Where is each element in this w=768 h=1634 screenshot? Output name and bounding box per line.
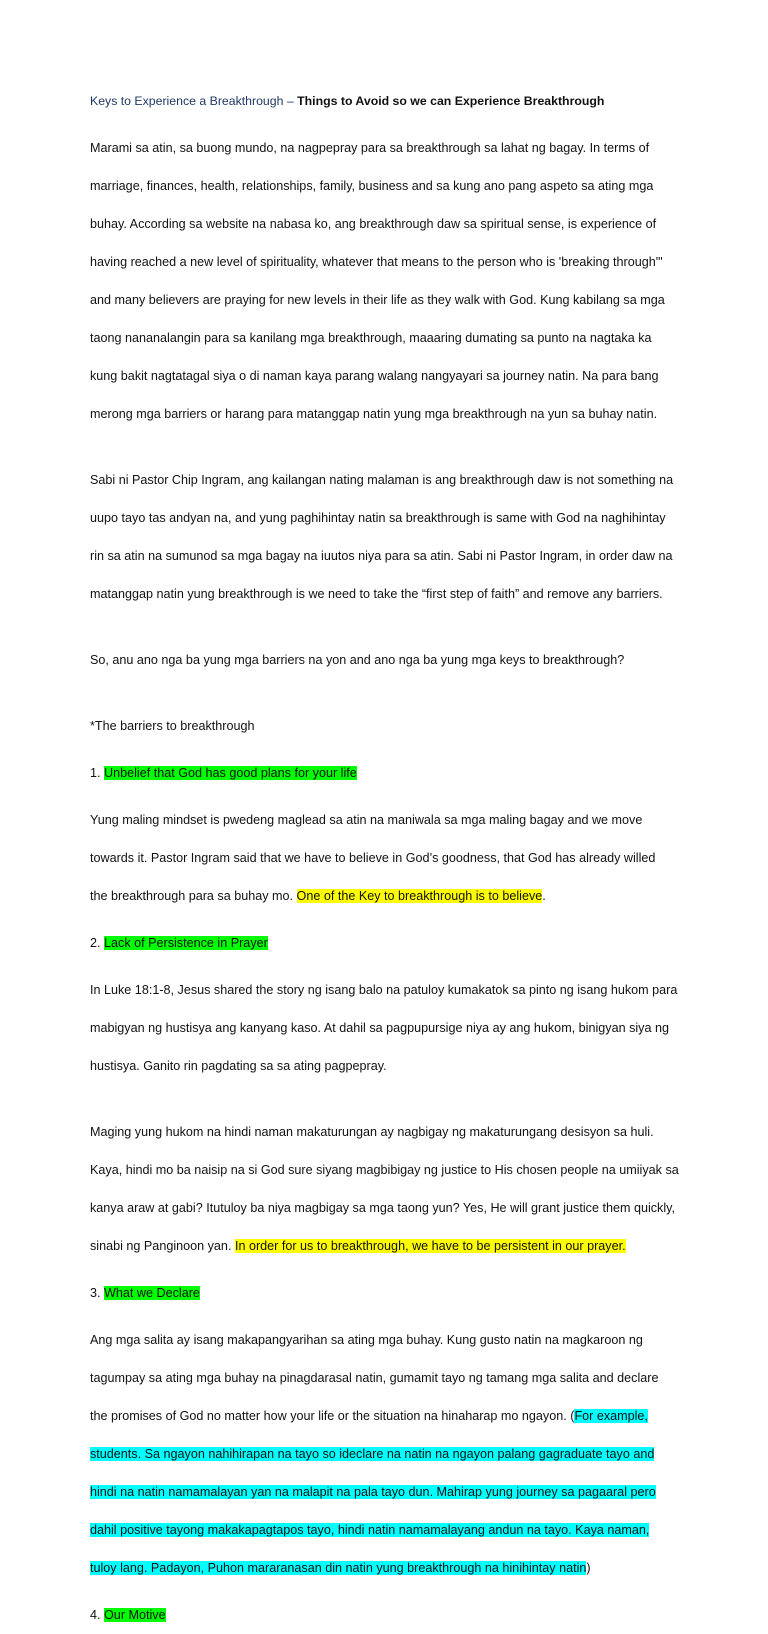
- paragraph-line: kung bakit nagtatagal siya o di naman kaya parang walang nangyayari sa journey natin. Na para bang: [90, 369, 659, 383]
- paragraph-line: In Luke 18:1-8, Jesus shared the story ng isang balo na patuloy kumakatok sa pinto ng isang hukom para: [90, 983, 678, 997]
- paragraph-line: tagumpay sa ating mga buhay na pinagdarasal natin, gumamit tayo ng tamang mga salita and declare: [90, 1371, 659, 1385]
- text-plain: sinabi ng Panginoon yan.: [90, 1239, 235, 1253]
- title-main: Keys to Experience a Breakthrough: [90, 94, 284, 108]
- heading-text: Unbelief that God has good plans for your life: [104, 766, 357, 780]
- heading-2: [90, 934, 690, 953]
- heading-text: Lack of Persistence in Prayer: [104, 936, 268, 950]
- paragraph-line: merong mga barriers or harang para matanggap natin yung mga breakthrough na yun sa buhay natin.: [90, 407, 658, 421]
- heading-number: 3.: [90, 1286, 105, 1300]
- heading-number: 1.: [90, 766, 105, 780]
- paragraph-line: [90, 1445, 690, 1464]
- paragraph-declare: [90, 1312, 690, 1597]
- text-plain: ): [586, 1561, 591, 1575]
- paragraph-line: rin sa atin na sumunod sa mga bagay na iuutos niya para sa atin. Sabi ni Pastor Ingram, in order daw na: [90, 549, 673, 563]
- paragraph-line: Sabi ni Pastor Chip Ingram, ang kailangan nating malaman is ang breakthrough daw is not something na: [90, 473, 674, 487]
- paragraph-line: matanggap natin yung breakthrough is we need to take the “first step of faith” and remove any barriers.: [90, 587, 663, 601]
- heading-4: [90, 1606, 690, 1625]
- paragraph-pastor-ingram: [90, 452, 690, 623]
- paragraph-luke: [90, 962, 690, 1095]
- paragraph-line: having reached a new level of spirituality, whatever that means to the person who is 'breaking through'": [90, 255, 663, 269]
- heading-text: Our Motive: [104, 1608, 166, 1622]
- paragraph-line: buhay. According sa website na nabasa ko, ang breakthrough daw sa spiritual sense, is experience of: [90, 217, 657, 231]
- paragraph-line: marriage, finances, health, relationships, family, business and sa kung ano pang aspeto sa ating mga: [90, 179, 654, 193]
- paragraph-line: hustisya. Ganito rin pagdating sa sa ating pagpepray.: [90, 1059, 387, 1073]
- highlighted-text: hindi na natin namamalayan yan na malapit na pala tayo dun. Mahirap yung journey sa pagaaral pero: [90, 1485, 656, 1499]
- paragraph-line: kanya araw at gabi? Itutuloy ba niya magbigay sa mga taong yun? Yes, He will grant justice them quickly,: [90, 1201, 676, 1215]
- paragraph-line: and many believers are praying for new levels in their life as they walk with God. Kung kabilang sa mga: [90, 293, 665, 307]
- heading-3: [90, 1284, 690, 1303]
- paragraph-line: [90, 1521, 690, 1540]
- highlighted-text: For example,: [574, 1409, 648, 1423]
- text-plain: the promises of God no matter how your life or the situation na hinaharap mo ngayon. (: [90, 1409, 575, 1423]
- paragraph-barriers-label: [90, 698, 690, 755]
- paragraph-line: mabigyan ng hustisya ang kanyang kaso. At dahil sa pagpupursige niya ay ang hukom, binigyan siya ng: [90, 1021, 669, 1035]
- paragraph-line: uupo tayo tas andyan na, and yung paghihintay natin sa breakthrough is same with God na naghihintay: [90, 511, 666, 525]
- highlighted-text: dahil positive tayong makakapagtapos tayo, hindi natin namamalayang andun na tayo. Kaya naman,: [90, 1523, 650, 1537]
- highlighted-text: In order for us to breakthrough, we have to be persistent in our prayer.: [234, 1239, 626, 1253]
- paragraph-question: [90, 632, 690, 689]
- paragraph-line: Kaya, hindi mo ba naisip na si God sure siyang magbibigay ng justice to His chosen people na umiiyak sa: [90, 1163, 679, 1177]
- paragraph-mindset: [90, 792, 690, 925]
- paragraph-judge: [90, 1104, 690, 1275]
- paragraph-line: [90, 1559, 690, 1578]
- paragraph-line: [90, 1237, 690, 1256]
- heading-number: 2.: [90, 936, 105, 950]
- heading-number: 4.: [90, 1608, 105, 1622]
- highlighted-text: tuloy lang. Padayon, Puhon mararanasan din natin yung breakthrough na hinihintay natin: [90, 1561, 587, 1575]
- paragraph-line: [90, 1483, 690, 1502]
- paragraph-line: Maging yung hukom na hindi naman makaturungan ay nagbigay ng makaturungang desisyon sa huli.: [90, 1125, 654, 1139]
- paragraph-line: Ang mga salita ay isang makapangyarihan sa ating mga buhay. Kung gusto natin na magkaroon ng: [90, 1333, 643, 1347]
- heading-1: [90, 764, 690, 783]
- paragraph-line: [90, 887, 690, 906]
- paragraph-line: So, anu ano nga ba yung mga barriers na yon and ano nga ba yung mga keys to breakthrough?: [90, 653, 625, 667]
- text-plain: the breakthrough para sa buhay mo.: [90, 889, 297, 903]
- paragraph-line: taong nananalangin para sa kanilang mga breakthrough, maaaring dumating sa punto na nagtaka ka: [90, 331, 652, 345]
- highlighted-text: One of the Key to breakthrough is to believe: [296, 889, 543, 903]
- paragraph-line: Yung maling mindset is pwedeng maglead sa atin na maniwala sa mga maling bagay and we move: [90, 813, 643, 827]
- paragraph-line: towards it. Pastor Ingram said that we have to believe in God’s goodness, that God has already willed: [90, 851, 656, 865]
- title-subtitle: Things to Avoid so we can Experience Breakthrough: [297, 94, 605, 108]
- highlighted-text: students. Sa ngayon nahihirapan na tayo so ideclare na natin na ngayon palang gagraduate tayo and: [90, 1447, 655, 1461]
- document-title: [90, 92, 690, 110]
- heading-text: What we Declare: [104, 1286, 200, 1300]
- paragraph-line: Marami sa atin, sa buong mundo, na nagpepray para sa breakthrough sa lahat ng bagay. In terms of: [90, 141, 650, 155]
- paragraph-line: *The barriers to breakthrough: [90, 719, 255, 733]
- paragraph-intro: [90, 120, 690, 443]
- document-page: [90, 92, 690, 1634]
- paragraph-line: [90, 1407, 690, 1426]
- title-dash: –: [283, 94, 298, 108]
- text-plain: .: [542, 889, 546, 903]
